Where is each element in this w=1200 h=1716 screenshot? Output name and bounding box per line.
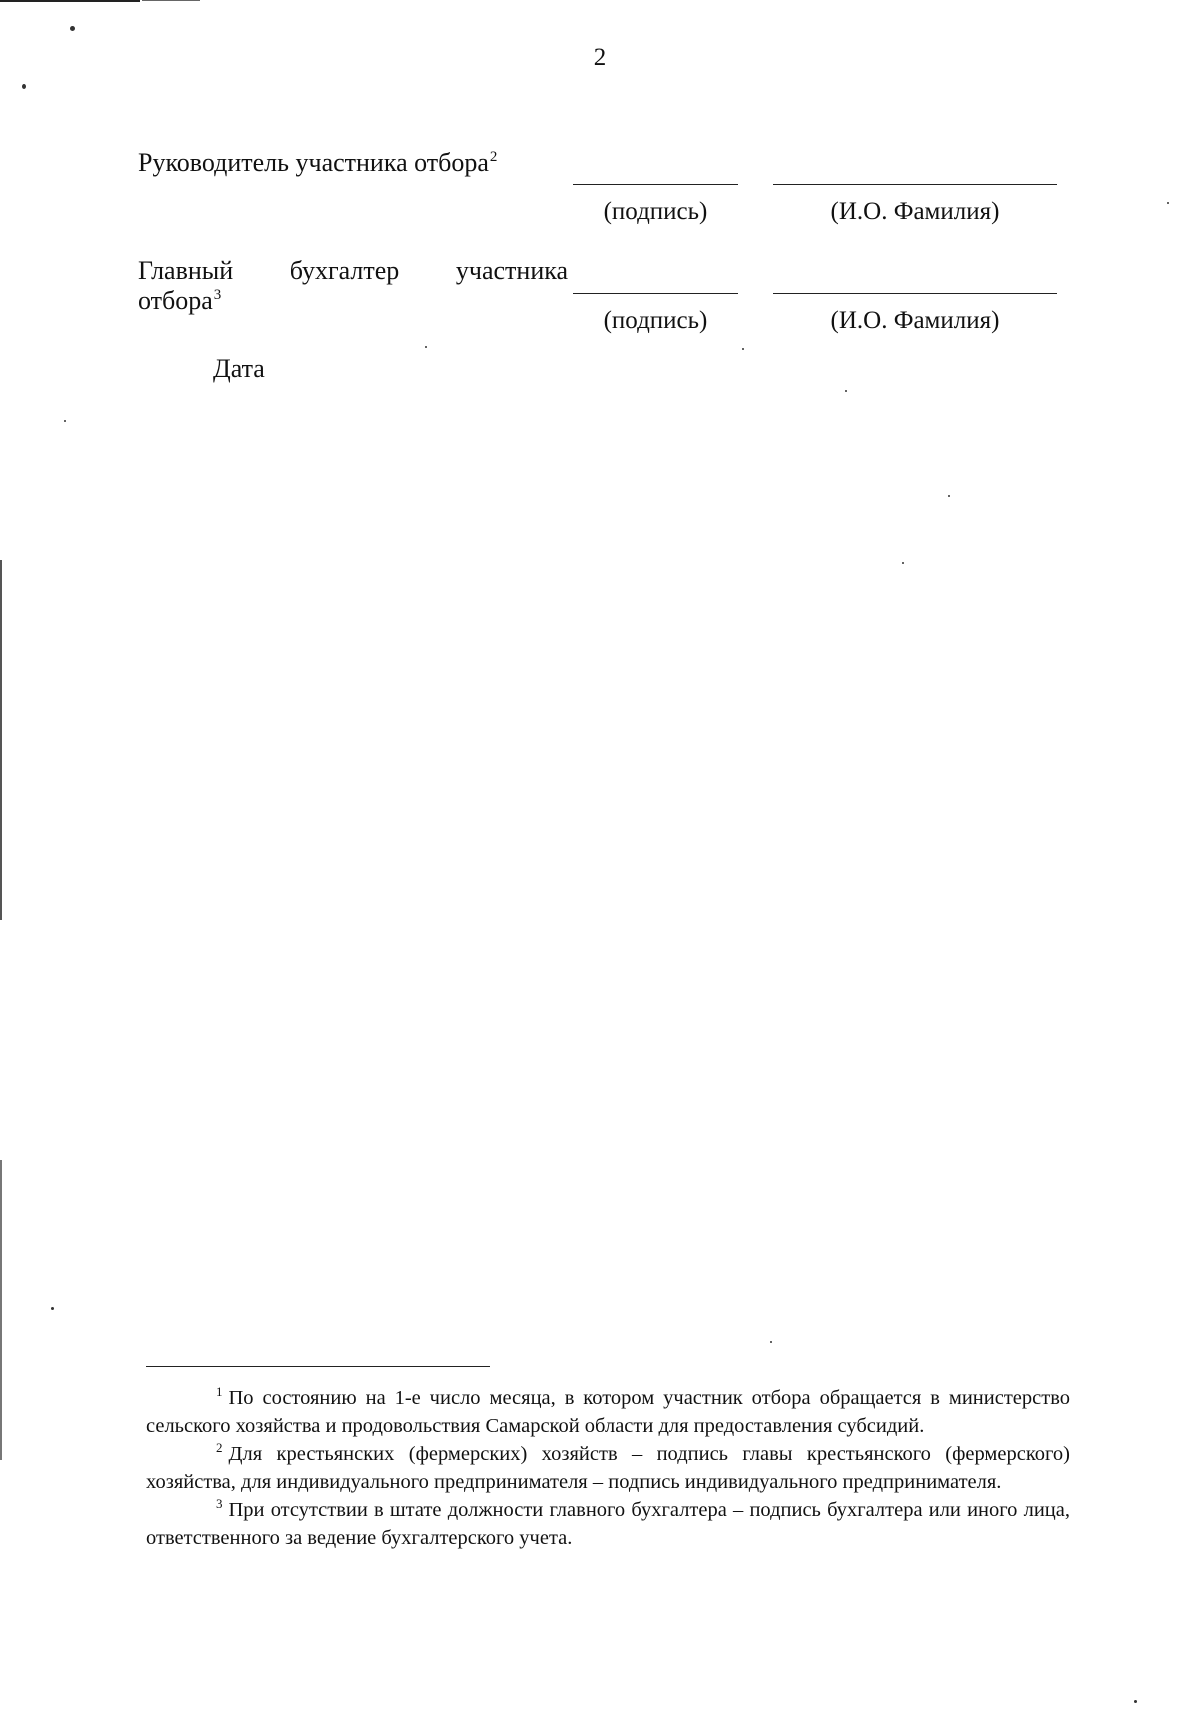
date-label: Дата <box>213 354 265 383</box>
footnote-3-text: При отсутствии в штате должности главного бухгалтера – подпись бухгалтера или иного лица, ответственного за ведение бухгалтерского учета. <box>146 1499 1070 1549</box>
footnote-1-text: По состоянию на 1-е число месяца, в котором участник отбора обращается в министерство сельского хозяйства и продовольствия Самарской области для предоставления субсидий. <box>146 1387 1070 1437</box>
footnote-2: 2 Для крестьянских (фермерских) хозяйств – подпись главы крестьянского (фермерского) хозяйства, для индивидуального предпринимателя – подпись индивидуального предпринимателя. <box>146 1440 1070 1493</box>
scan-speck <box>22 84 26 89</box>
accountant-signature-label <box>138 254 568 318</box>
footnote-3: 3 При отсутствии в штате должности главного бухгалтера – подпись бухгалтера или иного лица, ответственного за ведение бухгалтерского учета. <box>146 1496 1070 1549</box>
accountant-label-line1 <box>138 254 568 288</box>
head-signature-label <box>138 146 558 180</box>
head-signature-line <box>573 184 738 185</box>
accountant-name-caption: (И.О. Фамилия) <box>830 307 1000 334</box>
head-name-caption: (И.О. Фамилия) <box>830 198 1000 225</box>
accountant-label-text: отбора <box>138 286 213 315</box>
scan-speck <box>425 346 427 348</box>
scan-edge-mark <box>0 1160 2 1460</box>
accountant-label-word: Главный <box>138 256 234 285</box>
head-footnote-ref: 2 <box>489 149 498 166</box>
footnote-separator <box>146 1366 490 1367</box>
accountant-label-line2 <box>138 284 568 318</box>
accountant-label-word: бухгалтер <box>289 256 400 285</box>
scan-speck <box>742 348 744 350</box>
accountant-footnote-ref: 3 <box>213 287 222 304</box>
head-signature-caption: (подпись) <box>603 198 708 225</box>
footnote-1: 1 По состоянию на 1-е число месяца, в котором участник отбора обращается в министерство сельского хозяйства и продовольствия Самарской области для предоставления субсидий. <box>146 1384 1070 1437</box>
accountant-signature-line <box>573 293 738 294</box>
scan-speck <box>845 390 847 392</box>
scan-speck <box>902 562 904 564</box>
scan-speck <box>1167 202 1169 204</box>
scan-speck <box>51 1307 54 1310</box>
scan-edge-mark <box>0 560 2 920</box>
footnotes <box>146 1384 1070 1552</box>
head-label-text: Руководитель участника отбора <box>138 148 489 177</box>
accountant-name-line <box>773 293 1057 294</box>
scan-edge-mark <box>142 0 200 1</box>
accountant-label-word: участника <box>455 256 569 285</box>
scan-speck <box>64 420 66 422</box>
scan-speck <box>770 1341 772 1343</box>
head-name-line <box>773 184 1057 185</box>
page-number: 2 <box>593 44 607 71</box>
footnote-2-text: Для крестьянских (фермерских) хозяйств – подпись главы крестьянского (фермерского) хозяйства, для индивидуального предпринимателя – подпись индивидуального предпринимателя. <box>146 1443 1070 1493</box>
scan-speck <box>1134 1700 1137 1703</box>
accountant-signature-caption: (подпись) <box>603 307 708 334</box>
scan-speck <box>70 26 75 31</box>
scan-edge-mark <box>0 0 140 2</box>
scan-speck <box>948 495 950 497</box>
